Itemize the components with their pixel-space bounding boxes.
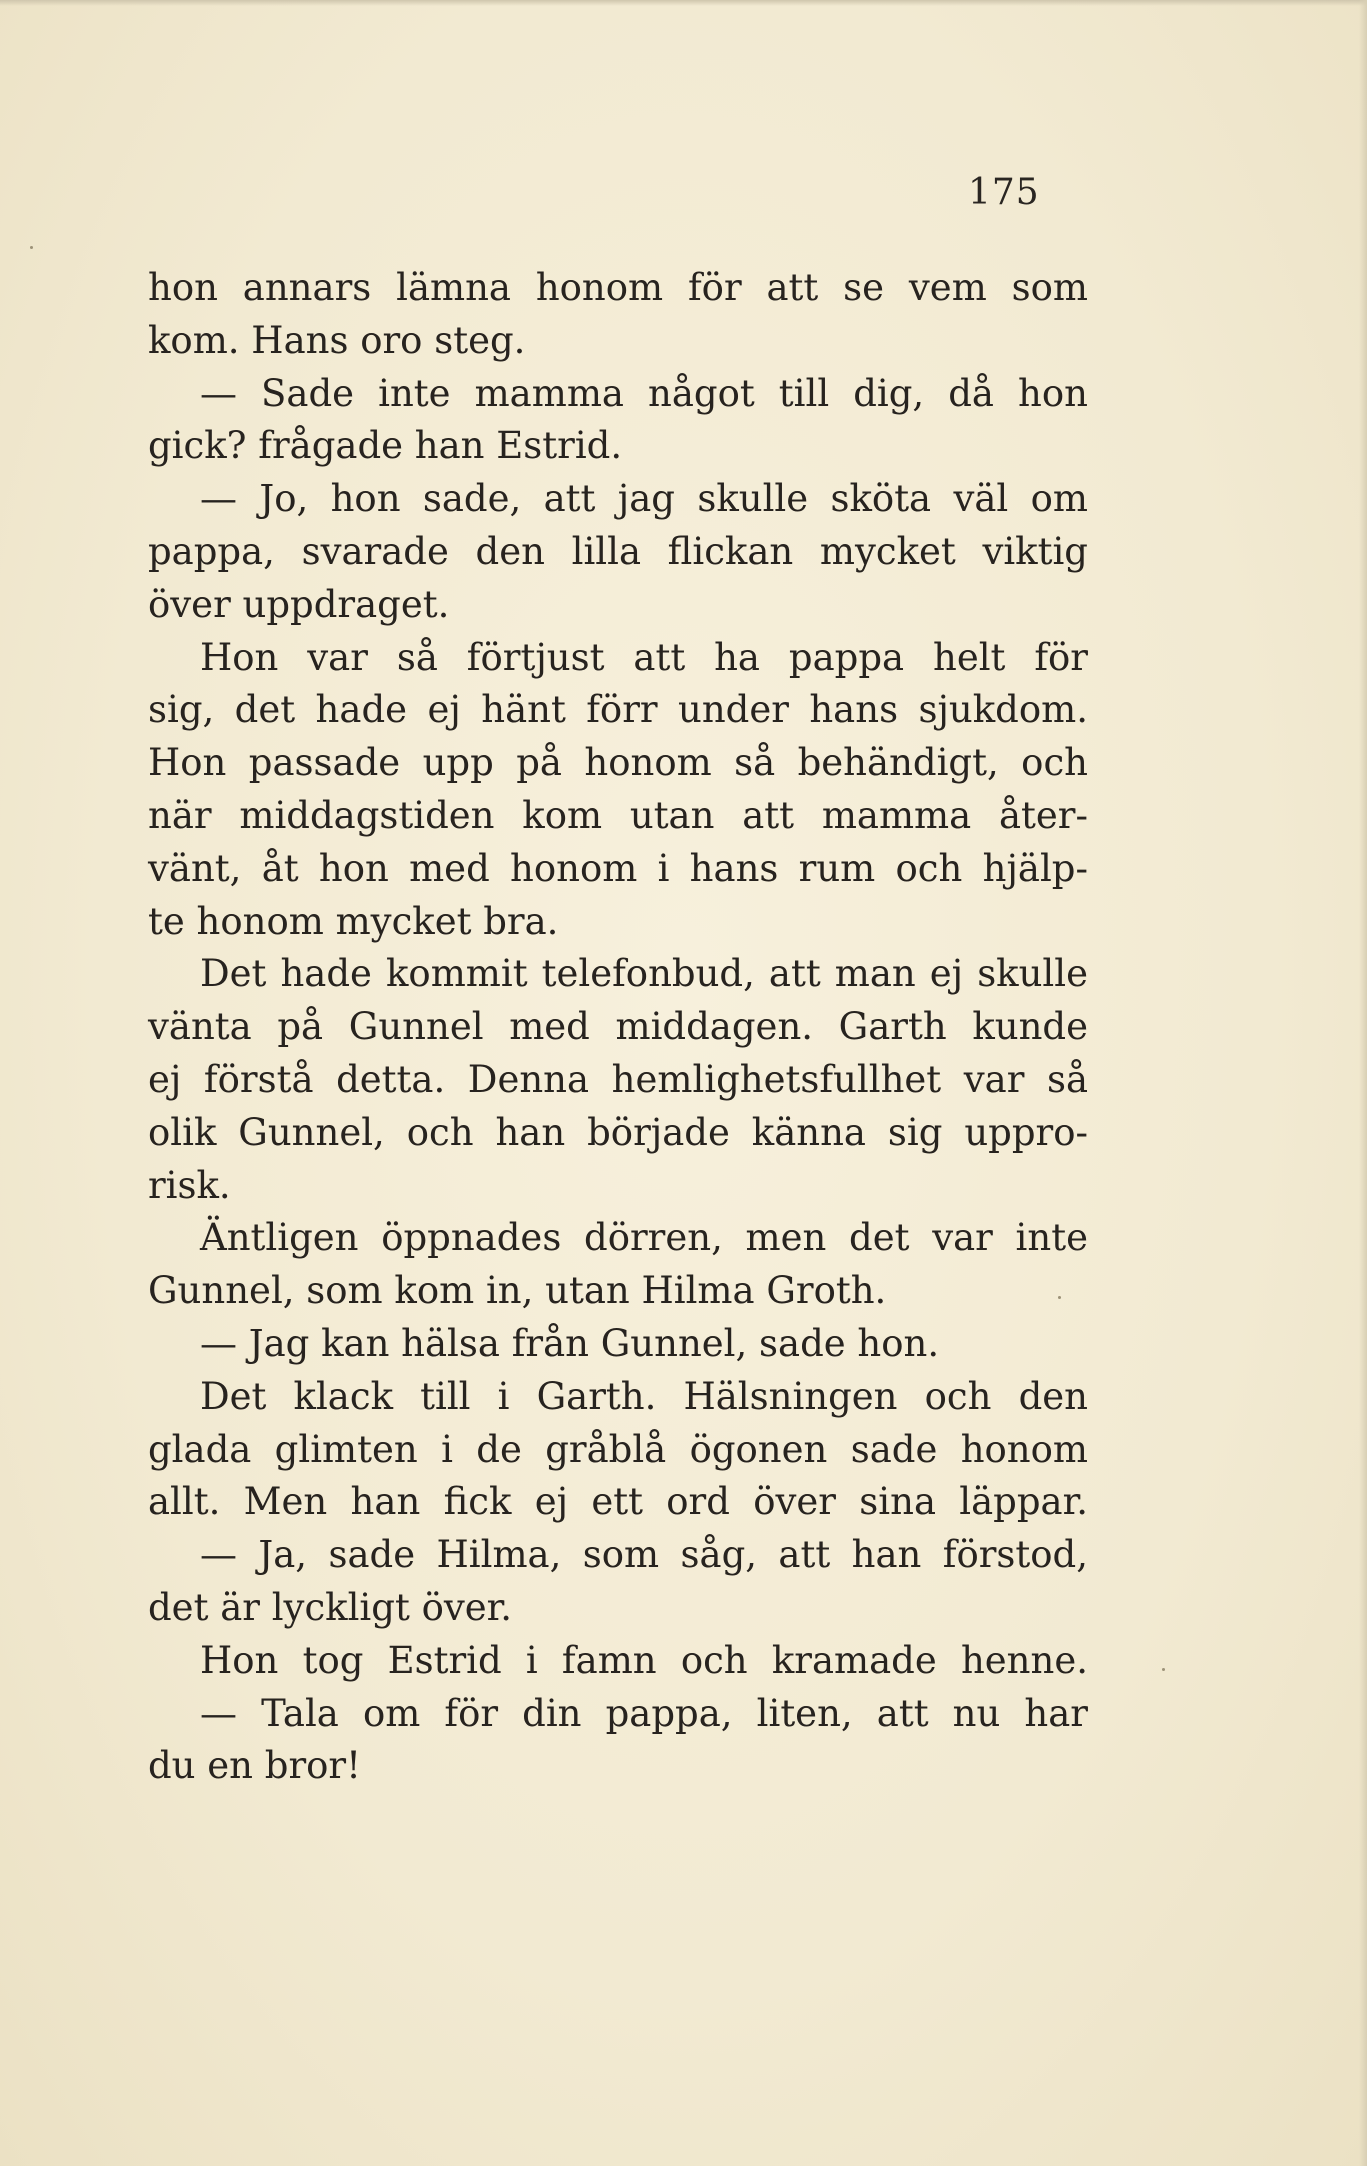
text-line: sig, det hade ej hänt förr under hans sjukdom. [148,688,1088,732]
text-line: när middagstiden kom utan att mamma åter- [148,793,1088,837]
text-line: allt. Men han fick ej ett ord över sina läppar. [148,1480,1088,1524]
text-line: hon annars lämna honom för att se vem som [148,266,1088,309]
paper-speck [1162,1668,1165,1671]
text-line: olik Gunnel, och han började känna sig uppro- [148,1110,1088,1154]
text-line: det är lyckligt över. [148,1585,513,1629]
text-line: Äntligen öppnades dörren, men det var inte [200,1216,1088,1260]
text-line: Det klack till i Garth. Hälsningen och den [200,1374,1088,1418]
page-right-edge [1359,0,1367,2166]
text-line: Gunnel, som kom in, utan Hilma Groth. [148,1269,887,1313]
text-line: Det hade kommit telefonbud, att man ej skulle [200,952,1088,996]
page-top-edge [0,0,1367,6]
text-line: — Tala om för din pappa, liten, att nu har [200,1691,1088,1735]
text-line: — Ja, sade Hilma, som såg, att han förstod, [200,1533,1088,1577]
text-line: kom. Hans oro steg. [148,318,526,362]
text-line: — Sade inte mamma något till dig, då hon [200,371,1088,415]
text-line: över uppdraget. [148,582,450,626]
paper-speck [30,246,33,249]
text-line: risk. [148,1163,231,1207]
text-line: — Jag kan hälsa från Gunnel, sade hon. [200,1321,940,1365]
text-line: vänt, åt hon med honom i hans rum och hjälp- [148,846,1088,890]
text-line: gick? frågade han Estrid. [148,424,623,468]
text-line: vänta på Gunnel med middagen. Garth kunde [148,1005,1088,1049]
text-line: Hon passade upp på honom så behändigt, och [148,741,1088,785]
text-line: ej förstå detta. Denna hemlighetsfullhet var så [148,1057,1088,1101]
text-line: pappa, svarade den lilla flickan mycket viktig [148,529,1088,573]
text-line: glada glimten i de gråblå ögonen sade honom [148,1427,1088,1471]
body-text [148,262,1088,1793]
text-line: du en bror! [148,1744,361,1788]
text-line: — Jo, hon sade, att jag skulle sköta väl om [200,477,1088,521]
text-line: Hon tog Estrid i famn och kramade henne. [200,1638,1088,1682]
page-number: 175 [968,172,1040,213]
text-line: Hon var så förtjust att ha pappa helt för [200,635,1088,679]
text-line: te honom mycket bra. [148,899,559,943]
